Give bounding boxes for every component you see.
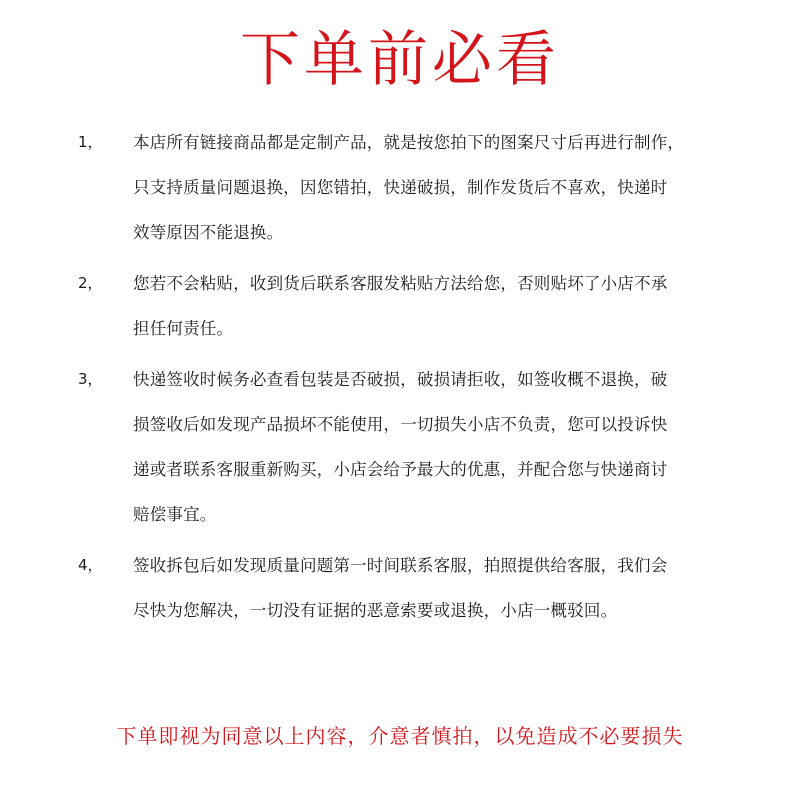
item-line: 快递签收时候务必查看包装是否破损，破损请拒收，如签收概不退换，破 [133,370,668,389]
item-line: 效等原因不能退换。 [133,223,284,242]
notice-list [78,120,718,639]
item-number: 4， [78,556,103,574]
item-number: 2， [78,274,103,292]
item-line: 尽快为您解决，一切没有证据的恶意索要或退换，小店一概驳回。 [133,601,618,620]
item-line: 递或者联系客服重新购买，小店会给予最大的优惠，并配合您与快递商讨 [133,460,668,479]
item-text [133,261,718,351]
list-item [78,357,718,537]
page-title: 下单前必看 [240,25,560,95]
item-line: 只支持质量问题退换，因您错拍，快递破损，制作发货后不喜欢，快递时 [133,178,668,197]
item-line: 本店所有链接商品都是定制产品，就是按您拍下的图案尺寸后再进行制作， [133,133,685,152]
list-item [78,543,718,633]
list-item [78,261,718,351]
item-number: 3， [78,370,103,388]
item-line: 担任何责任。 [133,319,234,338]
list-item [78,120,718,255]
item-line: 损签收后如发现产品损坏不能使用，一切损失小店不负责，您可以投诉快 [133,415,668,434]
item-text [133,120,718,255]
item-line: 赔偿事宜。 [133,505,217,524]
item-line: 您若不会粘贴，收到货后联系客服发粘贴方法给您，否则贴坏了小店不承 [133,274,668,293]
item-number: 1， [78,133,103,151]
item-text [133,357,718,537]
footer-disclaimer: 下单即视为同意以上内容，介意者慎拍，以免造成不必要损失 [116,724,684,748]
item-text [133,543,718,633]
item-line: 签收拆包后如发现质量问题第一时间联系客服，拍照提供给客服，我们会 [133,556,668,575]
